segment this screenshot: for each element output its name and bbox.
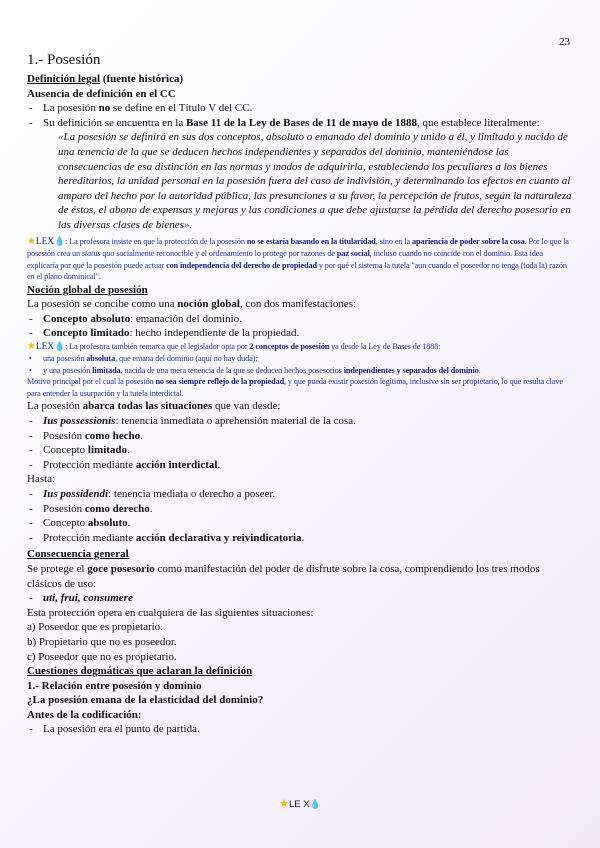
list-item bbox=[27, 429, 572, 444]
definition-list bbox=[27, 101, 572, 130]
bold-text: Concepto limitado bbox=[43, 327, 130, 340]
text: La posesión bbox=[27, 400, 83, 413]
text: : La profesora también remarca que el legislador opta por bbox=[65, 341, 250, 351]
antes-heading: Antes de la codificación: bbox=[27, 708, 142, 721]
text: . bbox=[149, 502, 153, 515]
situations-to-list bbox=[27, 487, 572, 545]
text: . bbox=[127, 517, 131, 530]
global-heading: Noción global de posesión bbox=[27, 283, 148, 296]
list-item bbox=[27, 365, 572, 377]
section-title: 1.- Posesión bbox=[27, 52, 101, 68]
situations-from-list bbox=[27, 414, 572, 472]
lex-label: LEX bbox=[35, 341, 55, 352]
bold-text: con independencia del derecho de propiedad bbox=[166, 260, 317, 270]
global-intro bbox=[27, 297, 572, 312]
list-item bbox=[27, 443, 572, 458]
drop-icon: 💧 bbox=[54, 235, 66, 246]
text: Se protege el bbox=[27, 562, 88, 575]
list-item bbox=[27, 591, 572, 606]
modes-list bbox=[27, 591, 572, 606]
document-body bbox=[27, 52, 572, 737]
situations-intro bbox=[27, 399, 572, 414]
list-item: c) Poseedor que no es propietario. bbox=[27, 650, 177, 663]
text: Concepto bbox=[43, 517, 88, 530]
bold-text: apariencia de poder sobre la cosa bbox=[412, 236, 525, 246]
bold-text: independientes y separados del dominio bbox=[343, 365, 479, 375]
text: Protección mediante bbox=[43, 531, 136, 544]
text: socialmente reconocible y el ordenamiento lo protege por razones de bbox=[114, 249, 337, 259]
text: que van desde: bbox=[212, 400, 281, 413]
text: : hecho independiente de la propiedad. bbox=[129, 327, 300, 340]
list-item: a) Poseedor que es propietario. bbox=[27, 621, 163, 634]
lex-label: LEX bbox=[35, 236, 55, 247]
hasta-label: Hasta: bbox=[27, 473, 56, 486]
text: Protección mediante bbox=[43, 458, 136, 471]
list-item: b) Propietario que no es poseedor. bbox=[27, 635, 177, 648]
text: : tenencia mediata o derecho a poseer. bbox=[108, 487, 276, 500]
global-list bbox=[27, 312, 572, 341]
text: La posesión se concibe como una bbox=[27, 298, 178, 311]
list-item bbox=[27, 414, 572, 429]
text: , nacida de una mera tenencia de la que se deducen hechos posesorios bbox=[120, 365, 344, 375]
list-item bbox=[27, 502, 572, 517]
consecuencia-text bbox=[27, 562, 572, 591]
bold-text: limitada bbox=[92, 365, 121, 375]
bold-text: goce posesorio bbox=[87, 562, 155, 575]
cuestiones-heading: Cuestiones dogmáticas que aclaran la definición bbox=[27, 665, 253, 678]
list-item bbox=[27, 516, 572, 531]
star-icon: ★ bbox=[27, 235, 36, 247]
text: y una posesión bbox=[43, 365, 93, 375]
cuestiones-subheading: 1.- Relación entre posesión y dominio bbox=[27, 679, 202, 692]
text: La posesión bbox=[43, 102, 99, 115]
bold-text: 2 conceptos de posesión bbox=[249, 341, 330, 351]
bold-text: no sea siempre reflejo de la propiedad bbox=[155, 377, 285, 387]
text: , incluso cuando no coincide con el dominio. Esta idea explicaría por qué la posesión puede actuar bbox=[27, 249, 543, 270]
antes-list bbox=[27, 722, 572, 737]
definition-heading bbox=[27, 72, 572, 87]
text: Su definición se encuentra en la bbox=[43, 116, 186, 129]
list-item: - La posesión era el punto de partida. bbox=[27, 722, 572, 737]
text: Concepto bbox=[43, 444, 88, 457]
text: , que establece literalmente: bbox=[416, 116, 540, 129]
star-icon: ★ bbox=[279, 798, 290, 810]
bold-italic-text: Ius possidendi bbox=[43, 487, 109, 500]
star-icon: ★ bbox=[27, 340, 36, 352]
text: : emanación del dominio. bbox=[130, 312, 242, 325]
bold-text: acción declarativa y reivindicatoria bbox=[135, 531, 302, 544]
note-line bbox=[27, 376, 572, 399]
bold-text: abarca todas las situaciones bbox=[82, 400, 213, 413]
text: . bbox=[478, 365, 481, 375]
bold-italic-text: uti, frui, consumere bbox=[43, 592, 133, 605]
cuestiones-question: ¿La posesión emana de la elasticidad del dominio? bbox=[27, 694, 264, 707]
heading-rest: (fuente histórica) bbox=[100, 73, 184, 85]
consecuencia-heading: Consecuencia general bbox=[27, 548, 129, 561]
text: : tenencia inmediata o aprehensión material de la cosa. bbox=[115, 415, 356, 427]
italic-text: status quo bbox=[81, 249, 115, 259]
bold-text: como hecho bbox=[84, 429, 141, 442]
note-list bbox=[27, 353, 572, 376]
lex-note bbox=[27, 236, 572, 283]
list-item bbox=[27, 312, 572, 327]
bold-text: absoluta bbox=[86, 354, 116, 364]
bold-text: no se estaría basando en la titularidad bbox=[246, 236, 376, 246]
text: , que emana del dominio (aquí no hay duda); bbox=[115, 354, 258, 364]
text: . bbox=[217, 458, 221, 471]
text: . bbox=[127, 444, 130, 457]
bold-text: noción global bbox=[177, 298, 240, 311]
list-item bbox=[27, 458, 572, 473]
text: ya desde la Ley de Bases de 1888: bbox=[329, 341, 441, 351]
text: Posesión bbox=[43, 502, 85, 515]
bold-text: limitado bbox=[87, 444, 128, 457]
text: Posesión bbox=[43, 429, 85, 442]
list-item bbox=[27, 326, 572, 341]
text: . bbox=[140, 429, 143, 442]
bold-italic-text: Ius possessionis bbox=[43, 415, 116, 427]
list-item bbox=[27, 101, 572, 116]
bold-text: paz social bbox=[336, 249, 370, 259]
cases-list bbox=[27, 620, 572, 664]
text: : La profesora insiste en que la protección de la posesión bbox=[65, 236, 247, 246]
drop-icon: 💧 bbox=[54, 340, 66, 351]
list-item bbox=[27, 487, 572, 502]
text: y por qué el sistema la tutela "aun cuando el poseedor no tenga (toda la) razón en el plano dominical". bbox=[27, 260, 567, 282]
text: , y que pueda existir posesión legítima, inclusive sin ser propietario, lo que resulta clave para entender la usurpación y la tutela interdictal. bbox=[27, 377, 563, 398]
text: Motivo principal por el cual la posesión bbox=[27, 377, 156, 387]
footer-logo bbox=[0, 797, 600, 810]
bold-text: Base 11 de la Ley de Bases de 11 de mayo de 1888 bbox=[185, 116, 417, 129]
block-quote: «La posesión se definirá en sus dos conceptos, absoluto o emanado del dominio y unido a él, y limitado y nacido de una tenencia de la que se deducen hechos independientes y separados del dominio, manteniéndose las consecuencias de esa distinción en las normas y modos de adquirirla, estableciendo los peculiares a los bienes hereditarios, la unidad personal en la posesión fuera del caso de indivisión, y determinando los efectos en cuanto al amparo del hecho por la autoridad pública, las presunciones a su favor, la percepción de frutos, según la naturaleza de éstos, el abono de expensas y mejoras y las condiciones a que debe ajustarse la pérdida del derecho posesorio en las diversas clases de bienes». bbox=[58, 131, 572, 231]
page-number: 23 bbox=[559, 36, 570, 48]
bold-text: Concepto absoluto bbox=[43, 312, 131, 325]
note-line bbox=[27, 341, 572, 354]
text: . Por lo que la posesión crea un bbox=[27, 236, 569, 259]
text: . bbox=[301, 531, 305, 544]
consecuencia-text-2: Esta protección opera en cualquiera de las siguientes situaciones: bbox=[27, 606, 314, 619]
list-item bbox=[27, 353, 572, 365]
text: como manifestación del poder de disfrute sobre la cosa, comprendiendo los tres modos clásicos de uso: bbox=[27, 562, 540, 590]
drop-icon: 💧 bbox=[309, 799, 321, 809]
lex-note-2 bbox=[27, 341, 572, 400]
bold-text: acción interdictal bbox=[135, 458, 218, 471]
text: se define en el Título V del CC. bbox=[110, 102, 253, 115]
bold-text: absoluto bbox=[87, 517, 128, 530]
text: , con dos manifestaciones: bbox=[239, 298, 357, 311]
text: una posesión bbox=[43, 354, 87, 364]
footer-text: LE X bbox=[289, 799, 310, 810]
heading-underlined: Definición legal bbox=[27, 73, 101, 85]
bold-text: no bbox=[98, 102, 111, 115]
bold-text: como derecho bbox=[84, 502, 150, 515]
text: , sino en la bbox=[375, 236, 412, 246]
definition-subheading: Ausencia de definición en el CC bbox=[27, 87, 176, 100]
list-item bbox=[27, 531, 572, 546]
list-item bbox=[27, 116, 572, 131]
